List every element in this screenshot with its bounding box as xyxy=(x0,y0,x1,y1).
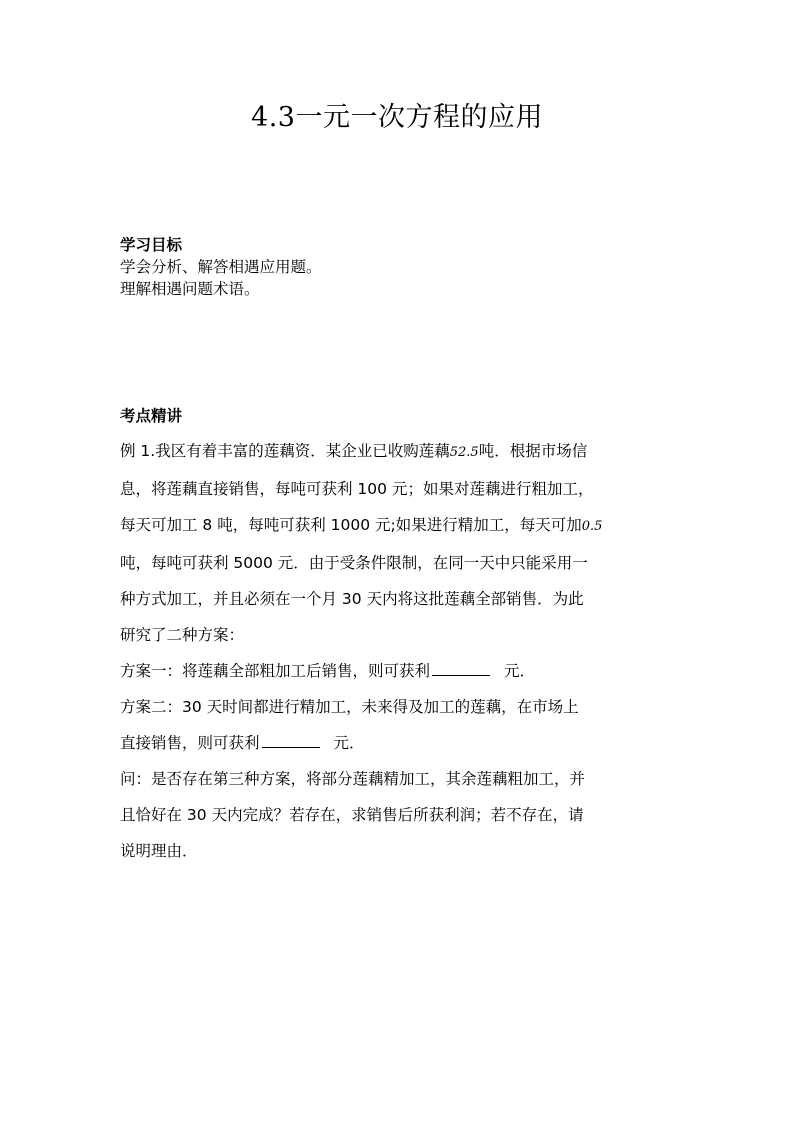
lecture-heading: 考点精讲 xyxy=(120,407,183,425)
example-line-5: 种方式加工，并且必须在一个月 30 天内将这批莲藕全部销售．为此 xyxy=(120,590,584,608)
example-line-2: 息，将莲藕直接销售，每吨可获利 100 元；如果对莲藕进行粗加工， xyxy=(120,480,594,498)
goal-item-2: 理解相遇问题术语。 xyxy=(120,280,260,298)
example-text: 吨．根据市场信 xyxy=(478,442,588,460)
goal-item-1: 学会分析、解答相遇应用题。 xyxy=(120,258,322,276)
plan-1-line xyxy=(120,653,680,689)
plan-2-line-1: 方案二：30 天时间都进行精加工，未来得及加工的莲藕，在市场上 xyxy=(120,698,579,716)
plan-2-line-2 xyxy=(120,725,680,761)
example-text: 每天可加工 8 吨，每吨可获利 1000 元;如果进行精加工，每天可加 xyxy=(120,516,582,534)
question-line-3: 说明理由． xyxy=(120,842,198,860)
plan-2-text: 直接销售，则可获利 xyxy=(120,734,260,752)
question-line-1: 问：是否存在第三种方案，将部分莲藕精加工，其余莲藕粗加工，并 xyxy=(120,770,586,788)
plan-1-text: 方案一：将莲藕全部粗加工后销售，则可获利 xyxy=(120,662,431,680)
example-text: 我区有着丰富的莲藕资．某企业已收购莲藕 xyxy=(155,442,450,460)
example-line-3 xyxy=(120,507,680,545)
example-label: 例 1. xyxy=(120,442,156,460)
lecture-section xyxy=(120,405,680,869)
plan-1-unit: 元． xyxy=(504,662,536,680)
question-line-2: 且恰好在 30 天内完成？若存在，求销售后所获利润；若不存在，请 xyxy=(120,806,584,824)
answer-blank-2[interactable] xyxy=(262,733,320,748)
example-line-6: 研究了二种方案： xyxy=(120,626,245,644)
example-line-4: 吨，每吨可获利 5000 元．由于受条件限制，在同一天中只能采用一 xyxy=(120,554,588,572)
plan-2-unit: 元． xyxy=(333,734,365,752)
answer-blank-1[interactable] xyxy=(432,661,490,676)
example-line-1 xyxy=(120,433,680,471)
example-number: 0.5 xyxy=(581,519,603,534)
learning-goals-heading: 学习目标 xyxy=(120,236,183,254)
page-title: 4.3一元一次方程的应用 xyxy=(251,102,543,133)
learning-goals-section xyxy=(120,234,680,300)
example-number: 52.5 xyxy=(449,445,479,460)
